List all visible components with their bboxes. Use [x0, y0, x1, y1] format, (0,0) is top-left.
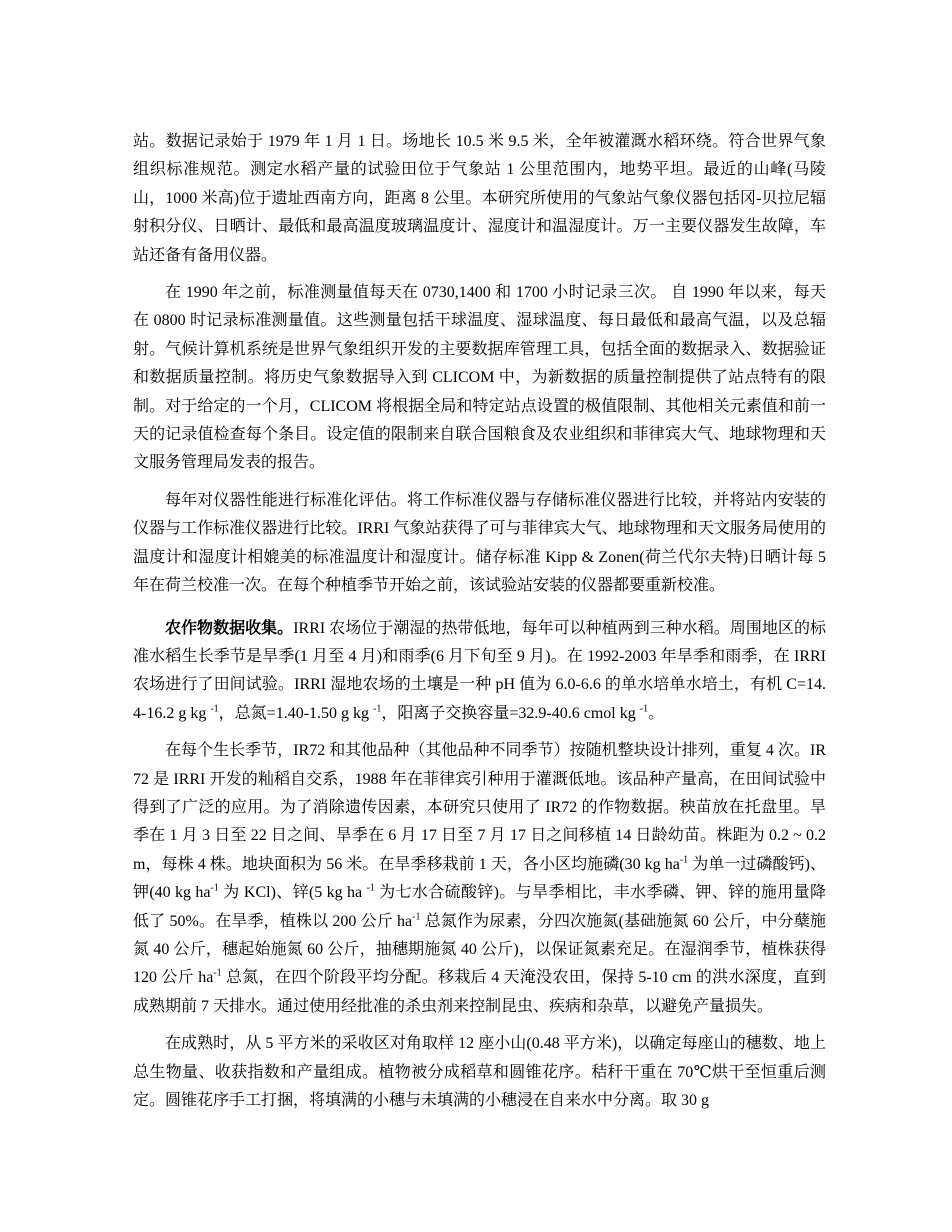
bold-run: 农作物数据收集。 — [165, 619, 294, 637]
text-run: 为七水合硫酸锌)。与旱季相比，丰水季磷、钾、锌的施用量降低了 50%。在旱季，植株以 200 公斤 ha — [133, 884, 826, 930]
text-run: 在每个生长季节，IR72 和其他品种（其他品种不同季节）按随机整块设计排列，重复 4 次。IR72 是 IRRI 开发的籼稻自交系，1988 年在菲律宾引种用于灌溉低地。该品种产量高，在田间试验中得到了广泛的应用。为了消除遗传因素，本研究只使用了 IR72 的作物数据。秧苗放在托盘里。旱季在 1 月 3 日至 22 日之间、旱季在 6 月 17 日至 7 月 17 日之间移植 14 日龄幼苗。株距为 0.2 ~ 0.2 m，每株 4 株。地块面积为 56 米。在旱季移栽前 1 天，各小区均施磷(30 kg ha — [133, 742, 826, 873]
superscript-text: -1 — [373, 703, 382, 715]
superscript-text: -1 — [679, 854, 689, 866]
superscript-text: -1 — [366, 882, 375, 894]
text-run: 为 KCl)、锌(5 kg ha — [218, 884, 367, 902]
paragraph-field-experiment — [133, 737, 826, 1021]
paragraph-instrument-calibration — [133, 487, 826, 601]
text-run: 在 1990 年之前，标准测量值每天在 0730,1400 和 1700 小时记录三次。 自 1990 年以来，每天在 0800 时记录标准测量值。这些测量包括干球温度、湿球温度、每日最低和最高气温，以及总辐射。气候计算机系统是世界气象组织开发的主要数据库管理工具，包括全面的数据录入、数据验证和数据质量控制。将历史气象数据导入到 CLICOM 中，为新数据的质量控制提供了站点特有的限制。对于给定的一个月，CLICOM 将根据全局和特定站点设置的极值限制、其他相关元素值和前一天的记录值检查每个条目。设定值的限制来自联合国粮食及农业组织和菲律宾大气、地球物理和天文服务管理局发表的报告。 — [133, 284, 826, 472]
text-run: 站。数据记录始于 1979 年 1 月 1 日。场地长 10.5 米 9.5 米，全年被灌溉水稻环绕。符合世界气象组织标准规范。测定水稻产量的试验田位于气象站 1 公里范围内，地势平坦。最近的山峰(马陵山，1000 米高)位于遗址西南方向，距离 8 公里。本研究所使用的气象站气象仪器包括冈-贝拉尼辐射积分仪、日晒计、最低和最高温度玻璃温度计、湿度计和温湿度计。万一主要仪器发生故障，车站还备有备用仪器。 — [133, 133, 826, 264]
superscript-text: -1 — [210, 703, 219, 715]
superscript-text: -1 — [213, 968, 222, 980]
text-run: 总氮，在四个阶段平均分配。移栽后 4 天淹没农田，保持 5-10 cm 的洪水深度，直到成熟期前 7 天排水。通过使用经批准的杀虫剂来控制昆虫、疾病和杂草，以避免产量损失。 — [133, 969, 826, 1015]
text-run: 为单一过磷酸钙)、钾(40 kg ha — [133, 855, 826, 902]
paragraph-measurement-records — [133, 279, 826, 478]
paragraph-maturity-sampling — [133, 1030, 826, 1115]
superscript-text: -1 — [639, 703, 649, 715]
text-run: ，阳离子交换容量=32.9-40.6 cmol kg — [381, 704, 640, 722]
text-run: 在成熟时，从 5 平方米的采收区对角取样 12 座小山(0.48 平方米)，以确定每座山的穗数、地上总生物量、收获指数和产量组成。植物被分成稻草和圆锥花序。秸秆干重在 70℃烘干至恒重后测定。圆锥花序手工打捆，将填满的小穗与未填满的小穗浸在自来水中分离。取 30 g — [133, 1035, 826, 1109]
paragraph-station-description — [133, 128, 826, 270]
text-run: ，总氮=1.40-1.50 g kg — [218, 704, 374, 722]
text-run: 总氮作为尿素，分四次施氮(基础施氮 60 公斤，中分蘖施氮 40 公斤，穗起始施氮 60 公斤，抽穗期施氮 40 公斤)，以保证氮素充足。在湿润季节，植株获得 120 公斤 ha — [133, 912, 826, 987]
paragraph-crop-data-collection — [133, 615, 826, 729]
text-run: 每年对仪器性能进行标准化评估。将工作标准仪器与存储标准仪器进行比较，并将站内安装的仪器与工作标准仪器进行比较。IRRI 气象站获得了可与菲律宾大气、地球物理和天文服务局使用的温度计和湿度计相媲美的标准温度计和湿度计。储存标准 Kipp & Zonen(荷兰代尔夫特)日晒计每 5 年在荷兰校准一次。在每个种植季节开始之前，该试验站安装的仪器都要重新校准。 — [133, 491, 826, 595]
text-run: 。 — [648, 704, 665, 722]
superscript-text: -1 — [412, 911, 421, 923]
document-body — [133, 128, 826, 1115]
superscript-text: -1 — [210, 882, 219, 894]
text-run: IRRI 农场位于潮湿的热带低地，每年可以种植两到三种水稻。周围地区的标准水稻生长季节是旱季(1 月至 4 月)和雨季(6 月下旬至 9 月)。在 1992-2003 年旱季和雨季，在 IRRI 农场进行了田间试验。IRRI 湿地农场的土壤是一种 pH 值为 6.0-6.6 的单水培单水培土，有机 C=14.4-16.2 g kg — [133, 619, 826, 722]
